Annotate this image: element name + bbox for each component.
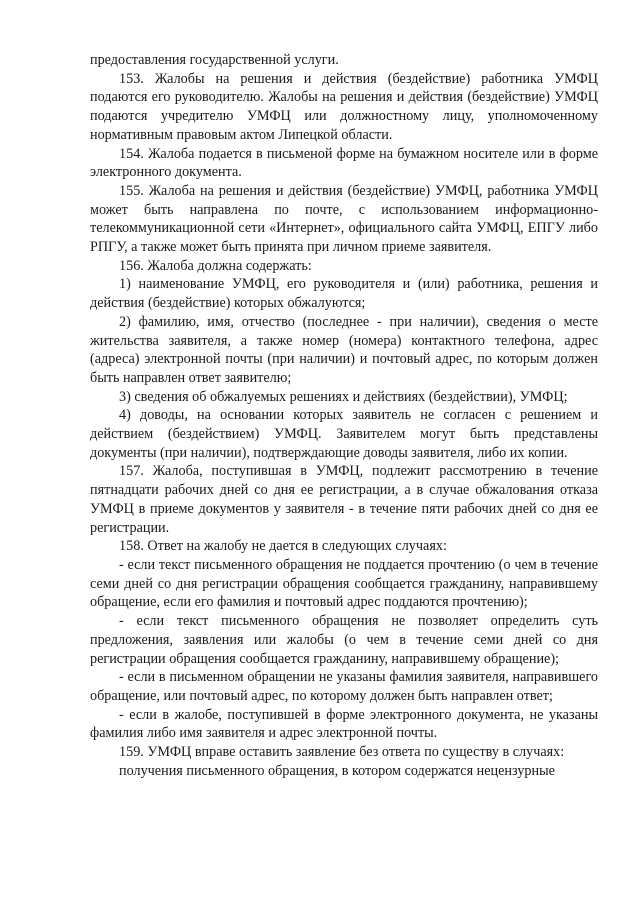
paragraph-157: 157. Жалоба, поступившая в УМФЦ, подлежит рассмотрению в течение пятнадцати рабочих дней со дня ее регистрации, а в случае обжалования отказа УМФЦ в приеме документов у заявителя - в течение пяти рабочих дней со дня ее регистрации.	[90, 463, 598, 536]
list-item-156-1: 1) наименование УМФЦ, его руководителя и (или) работника, решения и действия (бездействие) которых обжалуются;	[90, 276, 598, 312]
paragraph-159-continuation: получения письменного обращения, в котором содержатся нецензурные	[119, 762, 555, 779]
list-item-158-3: - если в письменном обращении не указаны фамилия заявителя, направившего обращение, или почтовый адрес, по которому должен быть направлен ответ;	[90, 669, 598, 704]
paragraph-continuation: предоставления государственной услуги.	[90, 52, 339, 68]
list-item-158-4: - если в жалобе, поступившей в форме электронного документа, не указаны фамилия либо имя заявителя и адрес электронной почты.	[90, 706, 598, 742]
list-item-158-2: - если текст письменного обращения не позволяет определить суть предложения, заявления или жалобы (о чем в течение семи дней со дня регистрации обращения сообщается гражданину, направившему обращение);	[90, 613, 598, 667]
paragraph-154: 154. Жалоба подается в письменой форме на бумажном носителе или в форме электронного документа.	[90, 145, 598, 181]
list-item-158-1: - если текст письменного обращения не поддается прочтению (о чем в течение семи дней со дня регистрации обращения сообщается гражданину, направившему обращение, если его фамилия и почтовый адрес поддаются прочтению);	[90, 556, 598, 611]
list-item-156-3: 3) сведения об обжалуемых решениях и действиях (бездействии), УМФЦ;	[119, 388, 568, 405]
paragraph-153: 153. Жалобы на решения и действия (бездействие) работника УМФЦ подаются его руководителю. Жалобы на решения и действия (бездействие) УМФЦ подаются учредителю УМФЦ или должностному лицу, уполномоченному нормативным правовым актом Липецкой области.	[90, 70, 598, 143]
list-item-156-4: 4) доводы, на основании которых заявитель не согласен с решением и действием (бездействием) УМФЦ. Заявителем могут быть представлены документы (при наличии), подтверждающие доводы заявителя, либо их копии.	[90, 407, 598, 461]
paragraph-159: 159. УМФЦ вправе оставить заявление без ответа по существу в случаях:	[119, 744, 565, 761]
paragraph-158: 158. Ответ на жалобу не дается в следующих случаях:	[119, 538, 447, 555]
list-item-156-2: 2) фамилию, имя, отчество (последнее - при наличии), сведения о месте жительства заявителя, а также номер (номера) контактного телефона, адрес (адреса) электронной почты (при наличии) и почтовый адрес, по которым должен быть направлен ответ заявителю;	[90, 313, 598, 386]
paragraph-156: 156. Жалоба должна содержать:	[119, 257, 312, 274]
document-page	[90, 51, 598, 780]
paragraph-155: 155. Жалоба на решения и действия (бездействие) УМФЦ, работника УМФЦ может быть направлена по почте, с использованием информационно-телекоммуникационной сети «Интернет», официального сайта УМФЦ, ЕПГУ либо РПГУ, а также может быть принята при личном приеме заявителя.	[90, 182, 598, 256]
